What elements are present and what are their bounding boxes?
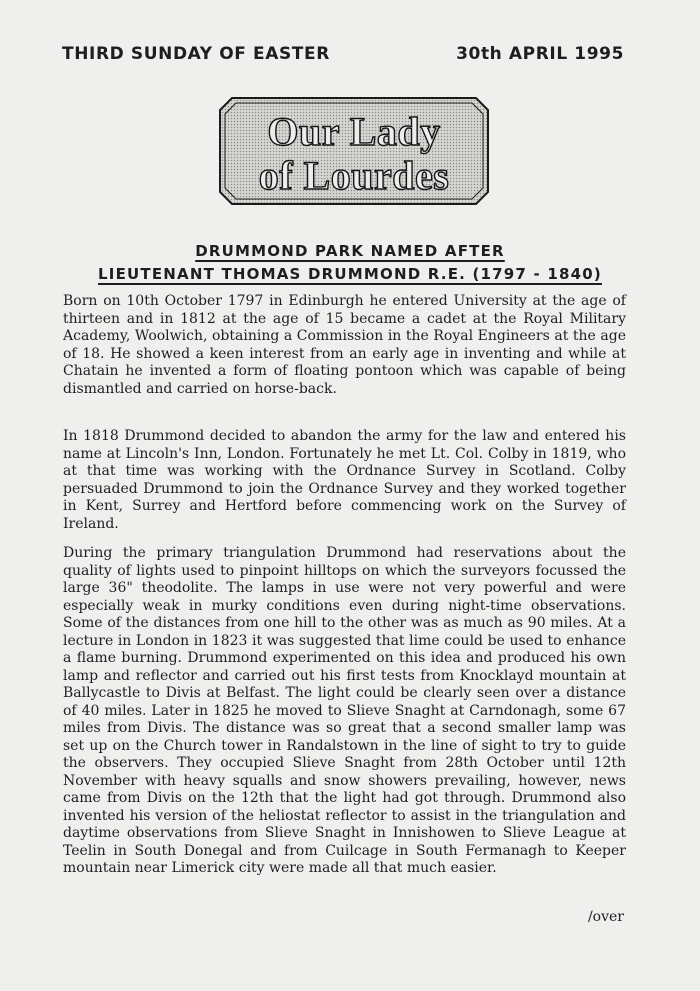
article-paragraph-1: Born on 10th October 1797 in Edinburgh he entered University at the age of thirteen and in 1812 at the age of 15 became a cadet at the Royal Military Academy, Woolwich, obtaining a Commission in the Royal Engineers at the age of 18. He showed a keen interest from an early age in inventing and while at Chatain he invented a form of floating pontoon which was capable of being dismantled and carried on horse-back. [63, 293, 626, 397]
masthead-line-2: of Lourdes [258, 153, 450, 198]
article-headline-2 [0, 265, 700, 283]
article-headline-1 [0, 242, 700, 260]
masthead-title [218, 110, 490, 198]
masthead-line-1: Our Lady [267, 109, 441, 154]
issue-date: 30th APRIL 1995 [456, 44, 624, 64]
continued-over-note: /over [587, 909, 624, 925]
headline-1-text: DRUMMOND PARK NAMED AFTER [195, 242, 505, 260]
headline-2-text: LIEUTENANT THOMAS DRUMMOND R.E. (1797 - 1840) [98, 265, 602, 283]
article-paragraph-2: In 1818 Drummond decided to abandon the army for the law and entered his name at Lincoln's Inn, London. Fortunately he met Lt. Col. Colby in 1819, who at that time was working with the Ordnance Survey in Scotland. Colby persuaded Drummond to join the Ordnance Survey and they worked together in Kent, Surrey and Hertford before commencing work on the Survey of Ireland. [63, 428, 626, 532]
masthead [218, 96, 490, 206]
article-paragraph-3: During the primary triangulation Drummond had reservations about the quality of lights used to pinpoint hilltops on which the surveyors focussed the large 36" theodolite. The lamps in use were not very powerful and were especially weak in murky conditions even during night-time observations. Some of the distances from one hill to the other was as much as 90 miles. At a lecture in London in 1823 it was suggested that lime could be used to enhance a flame burning. Drummond experimented on this idea and produced his own lamp and reflector and carried out his first tests from Knocklayd mountain at Ballycastle to Divis at Belfast. The light could be clearly seen over a distance of 40 miles. Later in 1825 he moved to Slieve Snaght at Carndonagh, some 67 miles from Divis. The distance was so great that a second smaller lamp was set up on the Church tower in Randalstown in the line of sight to try to guide the observers. They occupied Slieve Snaght from 28th October until 12th November with heavy squalls and snow showers prevailing, however, news came from Divis on the 12th that the light had got through. Drummond also invented his version of the heliostat reflector to assist in the triangulation and daytime observations from Slieve Snaght in Innishowen to Slieve League at Teelin in South Donegal and from Cuilcage in South Fermanagh to Keeper mountain near Limerick city were made all that much easier. [63, 545, 626, 876]
liturgical-date: THIRD SUNDAY OF EASTER [62, 44, 330, 64]
